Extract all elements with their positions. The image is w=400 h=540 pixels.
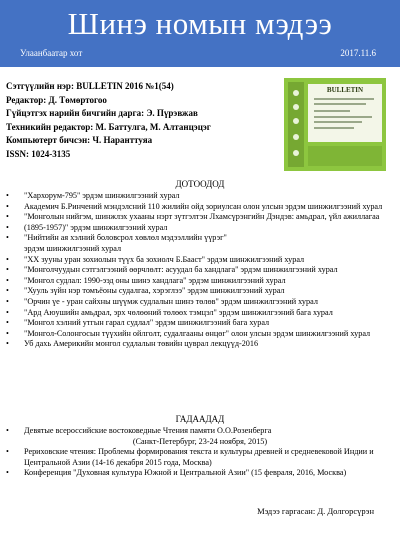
list-item: • Конференция "Духовная культура Южной и Центральной Азии" (15 февраля, 2016, Москва) <box>6 468 347 478</box>
date-label: 2017.11.6 <box>340 48 376 58</box>
meta-issn: ISSN: 1024-3135 <box>6 148 71 159</box>
list-item: • "Хууль зүйн нэр томъёоны судалгаа, хэрэглээ" эрдэм шинжилгээний хурал <box>6 286 285 296</box>
meta-editor: Редактор: Д. Төмөртогоо <box>6 94 107 105</box>
list-item: • Академич Б.Ринчений мэндэлсний 110 жилийн ойд зориулсан олон улсын эрдэм шинжилгээний хурал <box>6 201 383 211</box>
list-item: • "Хархорум-795" эрдэм шинжилгээний хурал <box>6 191 180 200</box>
header-banner <box>0 0 400 67</box>
cover-spine <box>288 82 304 167</box>
list-item: • Рериховские чтения: Проблемы формирования текста и культуры древней и средневековой Индии и Центральной Азии (14-16 декабря 2015 года, Москва) <box>6 447 374 467</box>
cover-bottom <box>308 146 382 166</box>
cover-title: BULLETIN <box>326 86 364 94</box>
heading-foreign: ГАДААДАД <box>175 414 225 424</box>
list-item: • "Монгол хэлний утгын гарал судлал" эрдэм шинжилгээний бага хурал <box>6 318 270 328</box>
list-item: • "Монголчуудын сэтгэлгээний өөрчлөлт: асуудал ба хандлага" эрдэм шинжилгээний хурал <box>6 265 338 275</box>
journal-meta <box>6 80 276 162</box>
meta-journal-name: Сэтгүүлийн нэр: BULLETIN 2016 №1(54) <box>6 81 174 91</box>
cover-page <box>308 84 382 142</box>
list-item: • Уб дахь Америкийн монгол судлалын төвийн цуврал лекцүүд-2016 <box>6 339 259 349</box>
list-item: • "Орчин үе - уран сайхны шүүмж судлалын шинэ төлөв" эрдэм шинжилгээний хурал <box>6 296 318 306</box>
list-item: • "Монголын нийгэм, шинжлэх ухааны нэрт зүтгэлтэн Лхамсүрэнгийн Дэндэв: амьдрал, үйл ажиллагаа <box>6 212 380 222</box>
journal-cover-image <box>284 78 386 171</box>
city-label: Улаанбаатар хот <box>20 48 83 58</box>
meta-tech-editor: Техникийн редактор: М. Баттулга, М. Алтанцэцэг <box>6 121 211 132</box>
list-domestic <box>6 191 394 350</box>
meta-typist: Компьютерт бичсэн: Ч. Наранттуяа <box>6 135 153 146</box>
list-item: • "Монгол-Солонгосын түүхийн ойлголт, судалгааны өнцөг" олон улсын эрдэм шинжилгээний хурал <box>6 328 371 338</box>
list-item: • "Нийтийн ая хэлний боловсрол хөвлөл мэдээллийн үүрэг" <box>6 233 227 243</box>
list-item: • (1895-1957)" эрдэм шинжилгээний хурал <box>6 222 168 232</box>
list-item: (Санкт-Петербург, 23-24 ноября, 2015) <box>132 436 268 446</box>
list-item: • "Монгол судлал: 1990-ээд оны шинэ хандлага" эрдэм шинжилгээний хурал <box>6 275 286 285</box>
list-item: эрдэм шинжилгээний хурал <box>24 243 122 253</box>
list-foreign <box>6 426 394 479</box>
prepared-by: Мэдээ гаргасан: Д. Долгорсүрэн <box>257 506 374 516</box>
list-item: • "XX зууны уран зохиолын түүх ба зохиолч Б.Бааст" эрдэм шинжилгээний хурал <box>6 254 305 264</box>
list-item: • Девятые всероссийские востоковедные Чтения памяти О.О.Розенберга <box>6 426 272 435</box>
page-title: Шинэ номын мэдээ <box>67 6 333 41</box>
list-item: • "Ард Аюушийн амьдрал, эрх чөлөөний төлөөх тэмцэл" эрдэм шинжилгээний бага хурал <box>6 307 333 317</box>
heading-domestic: ДОТООДОД <box>175 179 225 189</box>
meta-secretary: Гүйцэтгэх нарийн бичгийн дарга: Э. Пүрэвжав <box>6 108 198 119</box>
